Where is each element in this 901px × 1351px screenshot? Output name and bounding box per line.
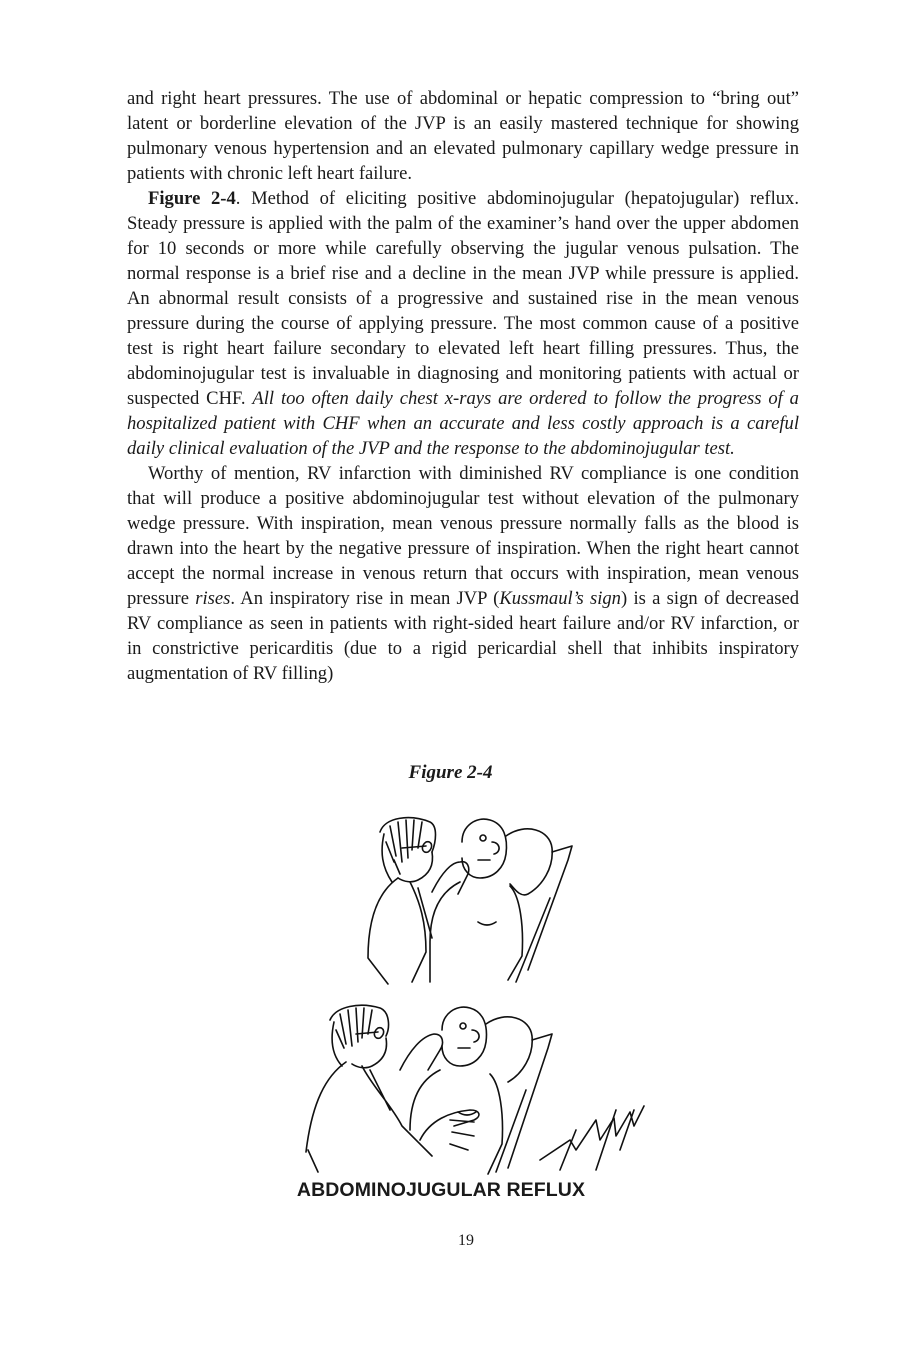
- paragraph-3-text-a: Worthy of mention, RV infarction with diminished RV compliance is one condition that will produce a positive abdominojugular test without elevation of the pulmonary wedge pressure. With inspiration, mean venous pressure normally falls as the blood is drawn into the heart by the negative pressure of inspiration. When the right heart cannot accept the normal increase in venous return that occurs with inspiration, mean venous pressure: [127, 463, 799, 609]
- patient-eye: [460, 1023, 466, 1029]
- kussmauls-sign-term: Kussmaul’s sign: [499, 588, 621, 609]
- doctor-body: [368, 878, 432, 984]
- doctor-face: [398, 852, 432, 882]
- paragraph-3-emphasis-rises: rises: [195, 588, 231, 609]
- patient-torso: [430, 882, 523, 982]
- paragraph-3-text-b: . An inspiratory rise in mean JVP (: [230, 588, 500, 609]
- paragraph-2: [127, 186, 799, 461]
- paragraph-1: and right heart pressures. The use of abdominal or hepatic compression to “bring out” latent or borderline elevation of the JVP is an easily mastered technique for showing pulmonary venous hypertension and an elevated pulmonary capillary wedge pressure in patients with chronic left heart failure.: [127, 88, 799, 184]
- paragraph-3: [127, 461, 799, 686]
- figure-title: Figure 2-4: [408, 762, 493, 783]
- page-number: 19: [458, 1232, 474, 1249]
- bed: [516, 846, 572, 982]
- figure-reference: Figure 2-4: [148, 188, 236, 209]
- patient-eye: [480, 835, 486, 841]
- patient-torso: [410, 1070, 503, 1174]
- pillow: [506, 829, 552, 895]
- doctor-body: [306, 1062, 432, 1172]
- doctor-arm: [400, 1034, 442, 1070]
- patient-nose: [472, 1030, 479, 1042]
- patient-nose: [492, 842, 499, 854]
- examiner-observing-patient-illustration: [340, 812, 580, 988]
- doctor-hair: [330, 1005, 388, 1066]
- figure-caption: ABDOMINOJUGULAR REFLUX: [296, 1179, 586, 1201]
- page-body-text: [127, 86, 799, 686]
- doctor-glasses: [356, 1028, 384, 1039]
- artist-signature: [540, 1106, 644, 1170]
- doctor-face: [352, 1038, 386, 1068]
- paragraph-2-emphasis: All too often daily chest x-rays are ordered to follow the progress of a hospitalized patient with CHF when an accurate and less costly approach is a careful daily clinical evaluation of the JVP and the response to the abdominojugular test.: [127, 388, 799, 459]
- abdominal-compression-illustration: [300, 1000, 650, 1175]
- pillow: [486, 1017, 532, 1082]
- paragraph-3-text-c: ) is a sign of decreased RV compliance as seen in patients with right-sided heart failure and/or RV infarction, or in constrictive pericarditis (due to a rigid pericardial shell that inhibits inspiratory augmentation of RV filling): [127, 588, 799, 684]
- doctor-hand: [420, 1110, 479, 1150]
- paragraph-2-text: . Method of eliciting positive abdominojugular (hepatojugular) reflux. Steady pressure is applied with the palm of the examiner’s hand over the upper abdomen for 10 seconds or more while carefully observing the jugular venous pulsation. The normal response is a brief rise and a decline in the mean JVP while pressure is applied. An abnormal result consists of a progressive and sustained rise in the mean venous pressure during the course of applying pressure. The most common cause of a positive test is right heart failure secondary to elevated left heart filling pressures. Thus, the abdominojugular test is invaluable in diagnosing and monitoring patients with actual or suspected CHF.: [127, 188, 800, 409]
- bed: [496, 1034, 552, 1172]
